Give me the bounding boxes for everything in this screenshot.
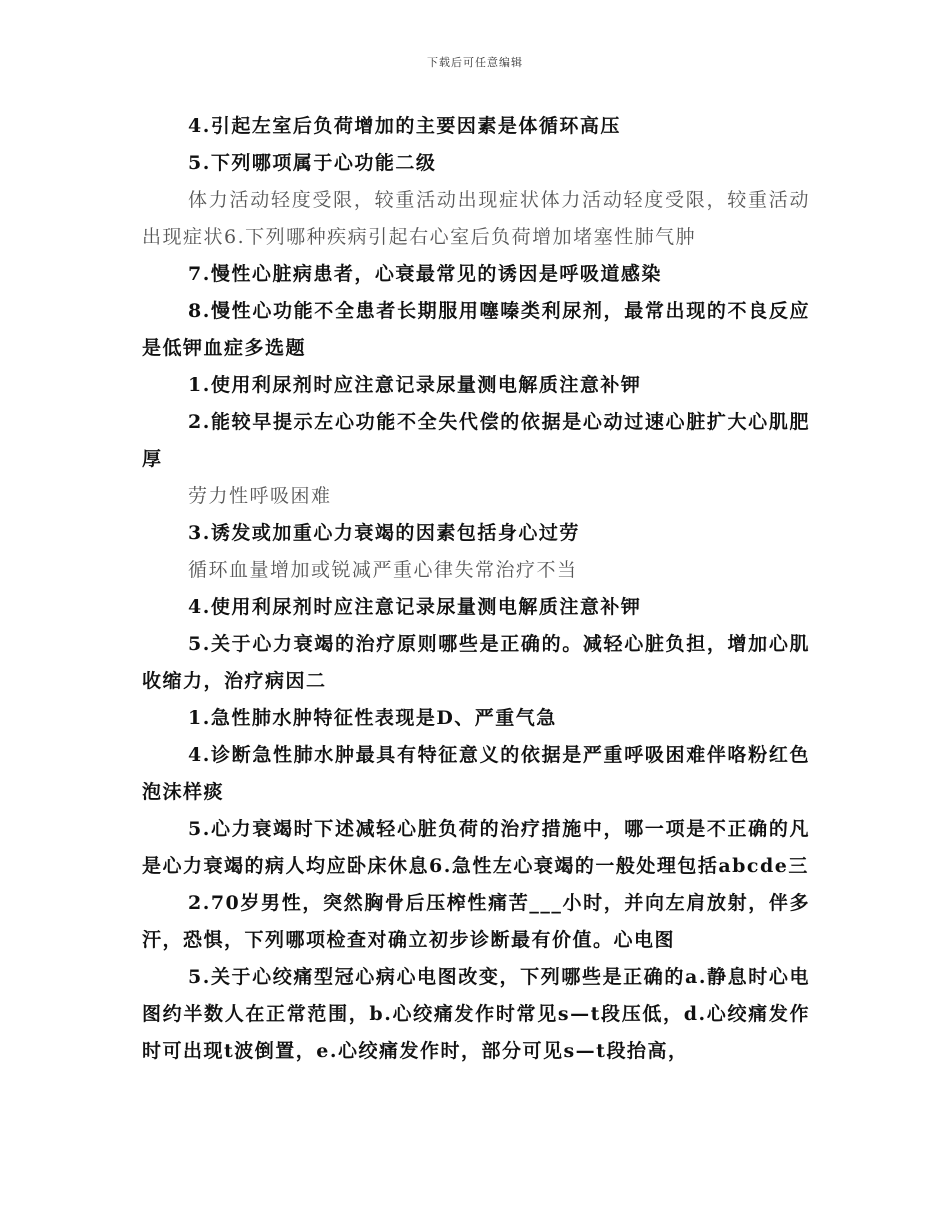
paragraph-5: 8.慢性心功能不全患者长期服用噻嗪类利尿剂，最常出现的不良反应是低钾血症多选题 xyxy=(142,300,810,359)
page-header: 下载后可任意编辑 xyxy=(427,56,523,69)
paragraph-12: 5.关于心力衰竭的治疗原则哪些是正确的。减轻心脏负担，增加心肌收缩力，治疗病因二 xyxy=(142,633,810,692)
paragraph-10: 循环血量增加或锐减严重心律失常治疗不当 xyxy=(188,559,578,581)
paragraph-15: 5.心力衰竭时下述减轻心脏负荷的治疗措施中，哪一项是不正确的凡是心力衰竭的病人均应卧床休息6.急性左心衰竭的一般处理包括abcde三 xyxy=(142,818,810,877)
paragraph-7: 2.能较早提示左心功能不全失代偿的依据是心动过速心脏扩大心肌肥厚 xyxy=(142,411,810,470)
document-body xyxy=(142,108,810,1070)
paragraph-8: 劳力性呼吸困难 xyxy=(188,485,332,507)
paragraph-13: 1.急性肺水肿特征性表现是D、严重气急 xyxy=(188,707,557,729)
paragraph-16: 2.70岁男性，突然胸骨后压榨性痛苦___小时，并向左肩放射，伴多汗，恐惧，下列哪项检查对确立初步诊断最有价值。心电图 xyxy=(142,892,810,951)
paragraph-6: 1.使用利尿剂时应注意记录尿量测电解质注意补钾 xyxy=(188,374,642,396)
paragraph-9: 3.诱发或加重心力衰竭的因素包括身心过劳 xyxy=(188,522,580,544)
paragraph-11: 4.使用利尿剂时应注意记录尿量测电解质注意补钾 xyxy=(188,596,642,618)
paragraph-4: 7.慢性心脏病患者，心衰最常见的诱因是呼吸道感染 xyxy=(188,263,662,285)
paragraph-2: 5.下列哪项属于心功能二级 xyxy=(188,152,437,174)
paragraph-14: 4.诊断急性肺水肿最具有特征意义的依据是严重呼吸困难伴咯粉红色泡沫样痰 xyxy=(142,744,810,803)
paragraph-3: 体力活动轻度受限，较重活动出现症状体力活动轻度受限，较重活动出现症状6.下列哪种疾病引起右心室后负荷增加堵塞性肺气肿 xyxy=(142,189,810,248)
paragraph-17: 5.关于心绞痛型冠心病心电图改变，下列哪些是正确的a.静息时心电图约半数人在正常范围，b.心绞痛发作时常见s—t段压低，d.心绞痛发作时可出现t波倒置，e.心绞痛发作时，部分可见s—t段抬高， xyxy=(142,966,810,1062)
paragraph-1: 4.引起左室后负荷增加的主要因素是体循环高压 xyxy=(188,115,621,137)
